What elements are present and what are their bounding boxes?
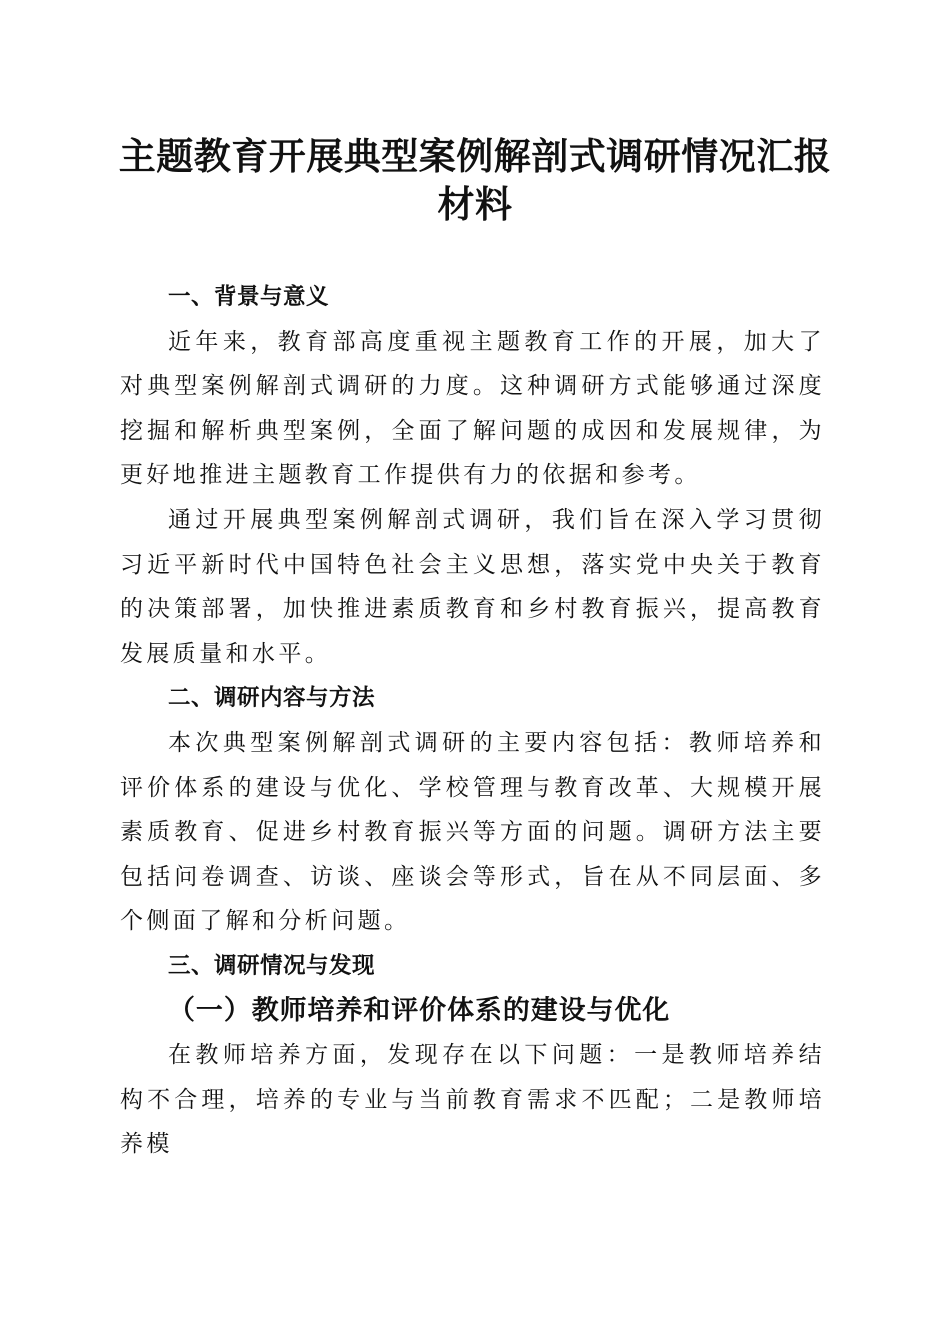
section-heading-background: 一、背景与意义 xyxy=(168,284,330,310)
paragraph: 在教师培养方面，发现存在以下问题：一是教师培养结构不合理，培养的专业与当前教育需求不匹配；二是教师培养模 xyxy=(120,1042,825,1158)
paragraph: 通过开展典型案例解剖式调研，我们旨在深入学习贯彻习近平新时代中国特色社会主义思想，落实党中央关于教育的决策部署，加快推进素质教育和乡村教育振兴，提高教育发展质量和水平。 xyxy=(120,506,825,667)
subsection-heading: （一）教师培养和评价体系的建设与优化 xyxy=(168,994,671,1026)
section-heading-content-method: 二、调研内容与方法 xyxy=(168,685,376,712)
section-heading-findings: 三、调研情况与发现 xyxy=(168,952,376,979)
paragraph: 近年来，教育部高度重视主题教育工作的开展，加大了对典型案例解剖式调研的力度。这种调研方式能够通过深度挖掘和解析典型案例，全面了解问题的成因和发展规律，为更好地推进主题教育工作提供有力的依据和参考。 xyxy=(120,328,825,489)
document-title: 主题教育开展典型案例解剖式调研情况汇报材料 xyxy=(118,134,832,226)
document-body xyxy=(120,275,825,1167)
paragraph: 本次典型案例解剖式调研的主要内容包括：教师培养和评价体系的建设与优化、学校管理与教育改革、大规模开展素质教育、促进乡村教育振兴等方面的问题。调研方法主要包括问卷调查、访谈、座谈会等形式，旨在从不同层面、多个侧面了解和分析问题。 xyxy=(120,729,825,935)
